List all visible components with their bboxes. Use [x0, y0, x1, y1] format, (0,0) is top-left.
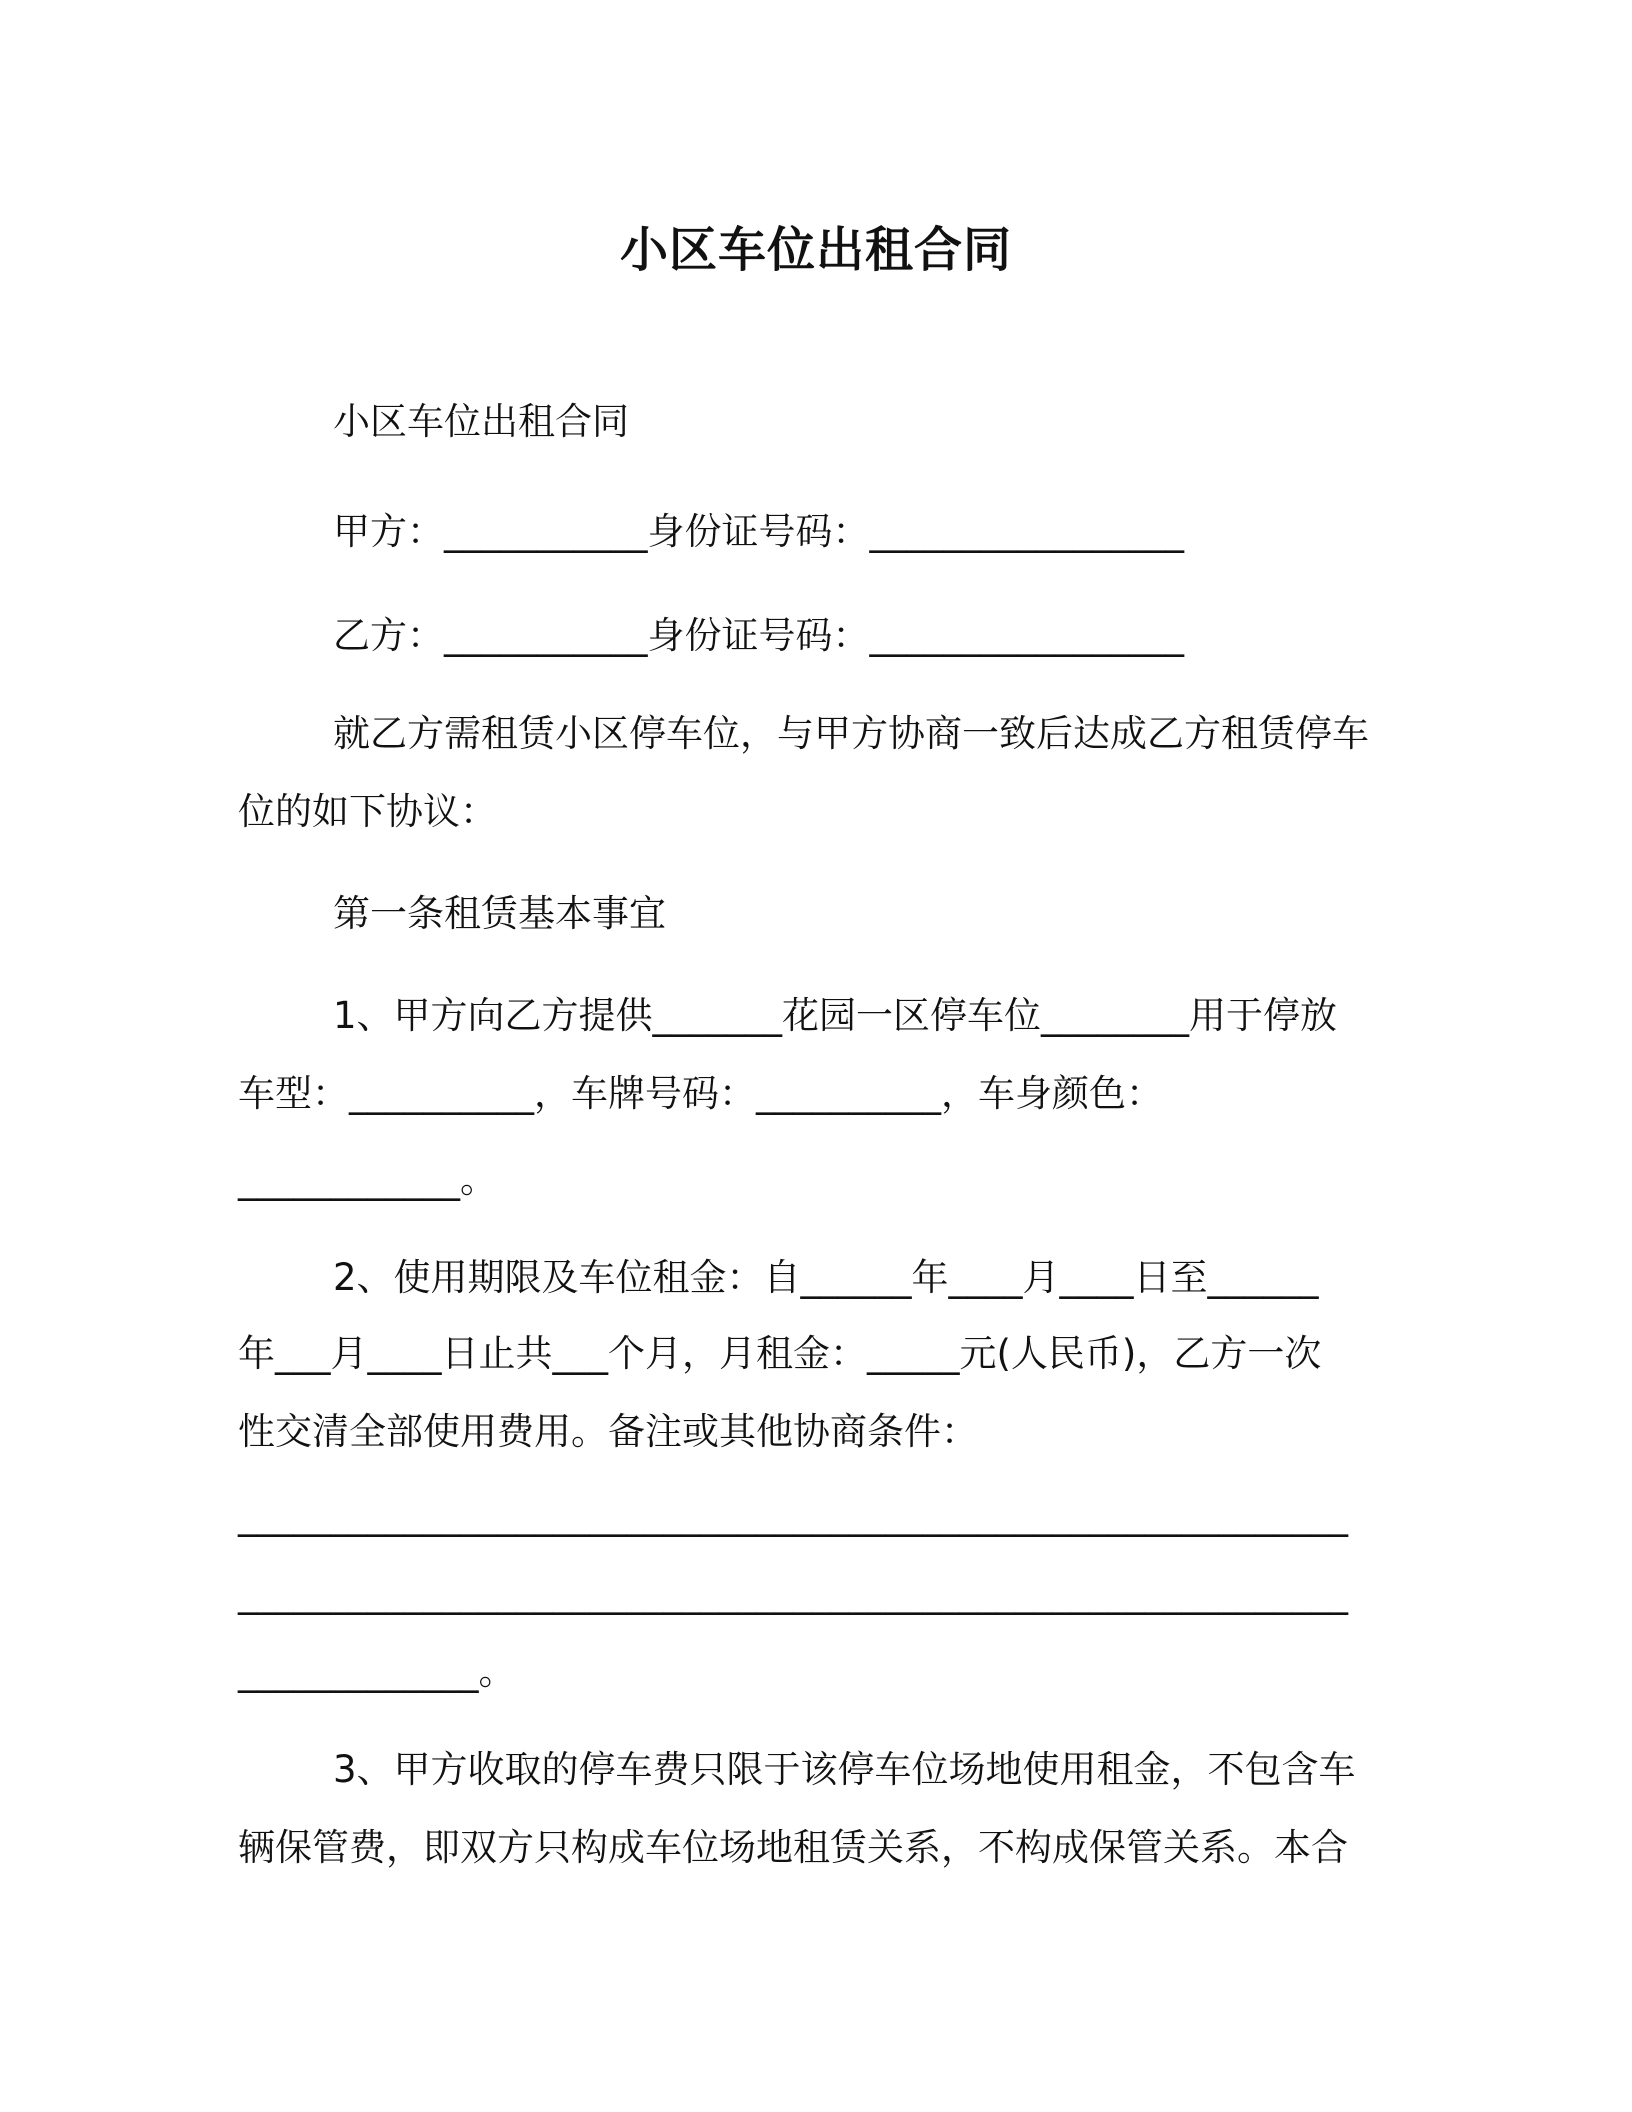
- preamble-line-2: 位的如下协议：: [238, 790, 497, 833]
- preamble-line-1: 就乙方需租赁小区停车位，与甲方协商一致后达成乙方租赁停车: [333, 712, 1369, 755]
- clause-3-line-1: 3、甲方收取的停车费只限于该停车位场地使用租金，不包含车: [333, 1748, 1356, 1791]
- clause-2-blank-line-2: ____________________________________________________________: [238, 1572, 1348, 1615]
- article-1-heading: 第一条租赁基本事宜: [333, 892, 666, 935]
- party-a-line: 甲方：___________身份证号码：_________________: [333, 510, 1184, 553]
- clause-1-line-2: 车型：__________，车牌号码：__________，车身颜色：: [238, 1072, 1163, 1115]
- clause-1-line-3: ____________。: [238, 1158, 497, 1201]
- document-title: 小区车位出租合同: [619, 222, 1012, 278]
- subtitle-line: 小区车位出租合同: [333, 400, 629, 443]
- clause-2-line-3: 性交清全部使用费用。备注或其他协商条件：: [238, 1410, 978, 1453]
- clause-3-line-2: 辆保管费，即双方只构成车位场地租赁关系，不构成保管关系。本合: [238, 1826, 1348, 1869]
- clause-2-blank-line-1: ____________________________________________________________: [238, 1494, 1348, 1537]
- clause-2-line-2: 年___月____日止共___个月，月租金：_____元(人民币)，乙方一次: [238, 1332, 1322, 1375]
- party-b-line: 乙方：___________身份证号码：_________________: [333, 614, 1184, 657]
- clause-1-line-1: 1、甲方向乙方提供_______花园一区停车位________用于停放: [333, 994, 1338, 1037]
- clause-2-line-1: 2、使用期限及车位租金：自______年____月____日至______: [333, 1256, 1319, 1299]
- clause-2-blank-line-3: _____________。: [238, 1650, 516, 1693]
